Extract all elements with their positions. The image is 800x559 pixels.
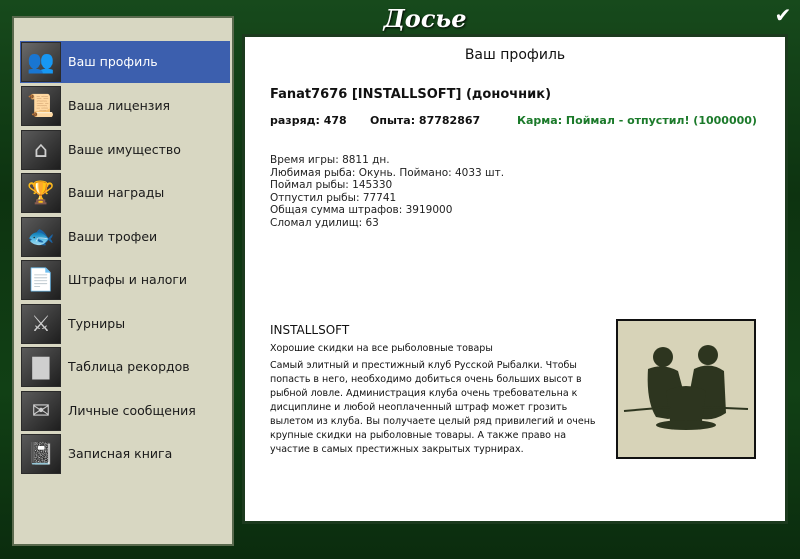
sidebar-item-label: Турниры: [68, 316, 126, 331]
club-emblem: [616, 319, 756, 459]
checkmark-icon: ✔: [774, 3, 792, 27]
sidebar-item-label: Таблица рекордов: [68, 359, 190, 374]
sidebar-item-label: Штрафы и налоги: [68, 272, 188, 287]
stat-line: Время игры: 8811 дн.: [270, 154, 390, 166]
sidebar-item-label: Ваша лицензия: [68, 98, 171, 113]
sidebar-item-awards[interactable]: [20, 172, 230, 214]
stat-line: Отпустил рыбы: 77741: [270, 191, 397, 204]
window-title: Досье: [383, 4, 467, 33]
stats-list: [270, 154, 504, 230]
club-tagline: Хорошие скидки на все рыболовные товары: [270, 343, 493, 354]
sidebar-item-label: Ваши трофеи: [68, 229, 158, 244]
karma-value: Карма: Поймал - отпустил! (1000000): [517, 114, 757, 127]
sidebar-item-license[interactable]: [20, 85, 230, 127]
people-icon: 👥: [21, 42, 61, 82]
experience-value: Опыта: 87782867: [370, 114, 481, 127]
sidebar-item-label: Записная книга: [68, 446, 173, 461]
notebook-icon: 📓: [21, 434, 61, 474]
fishermen-emblem-icon: [618, 321, 754, 457]
profile-panel: [242, 34, 788, 524]
sidebar: [12, 16, 234, 546]
sidebar-item-profile[interactable]: [20, 41, 230, 83]
sidebar-item-messages[interactable]: [20, 390, 230, 432]
stat-line: Любимая рыба: Окунь. Поймано: 4033 шт.: [270, 166, 505, 179]
document-icon: 📄: [21, 260, 61, 300]
club-name: INSTALLSOFT: [270, 323, 350, 337]
sidebar-item-label: Ваше имущество: [68, 142, 181, 157]
trophy-icon: 🏆: [21, 173, 61, 213]
house-icon: ⌂: [21, 130, 61, 170]
sidebar-item-fines[interactable]: [20, 259, 230, 301]
fish-trophy-icon: 🐟: [21, 217, 61, 257]
player-name: Fanat7676 [INSTALLSOFT] (доночник): [270, 87, 552, 102]
sidebar-item-label: Личные сообщения: [68, 403, 196, 418]
envelope-icon: ✉: [21, 391, 61, 431]
close-checkmark-button[interactable]: [772, 4, 794, 26]
sidebar-item-records[interactable]: [20, 346, 230, 388]
sidebar-item-property[interactable]: [20, 129, 230, 171]
page-title: Ваш профиль: [464, 47, 566, 63]
club-description: Самый элитный и престижный клуб Русской Рыбалки. Чтобы попасть в него, необходимо добиться очень больших высот в рыбной ловле. Администрация клуба очень требовательна к дисциплине и любой неоплаченный штраф может грозить вылетом из клуба. Вы получаете целый ряд привилегий и очень крупные скидки на рыболовные товары. А также право на участие в самых престижных закрытых турнирах.: [270, 360, 596, 455]
license-icon: 📜: [21, 86, 61, 126]
bar-chart-icon: ▇: [21, 347, 61, 387]
sidebar-item-notebook[interactable]: [20, 433, 230, 475]
stat-line: Общая сумма штрафов: 3919000: [270, 204, 453, 217]
stat-line: Сломал удилищ: 63: [270, 216, 379, 229]
rank-value: разряд: 478: [270, 114, 347, 127]
sidebar-item-tournaments[interactable]: [20, 303, 230, 345]
stat-line: Поймал рыбы: 145330: [270, 179, 393, 192]
sidebar-item-label: Ваш профиль: [68, 54, 158, 69]
sidebar-item-trophies[interactable]: [20, 216, 230, 258]
sidebar-item-label: Ваши награды: [68, 185, 165, 200]
tournament-icon: ⚔: [21, 304, 61, 344]
